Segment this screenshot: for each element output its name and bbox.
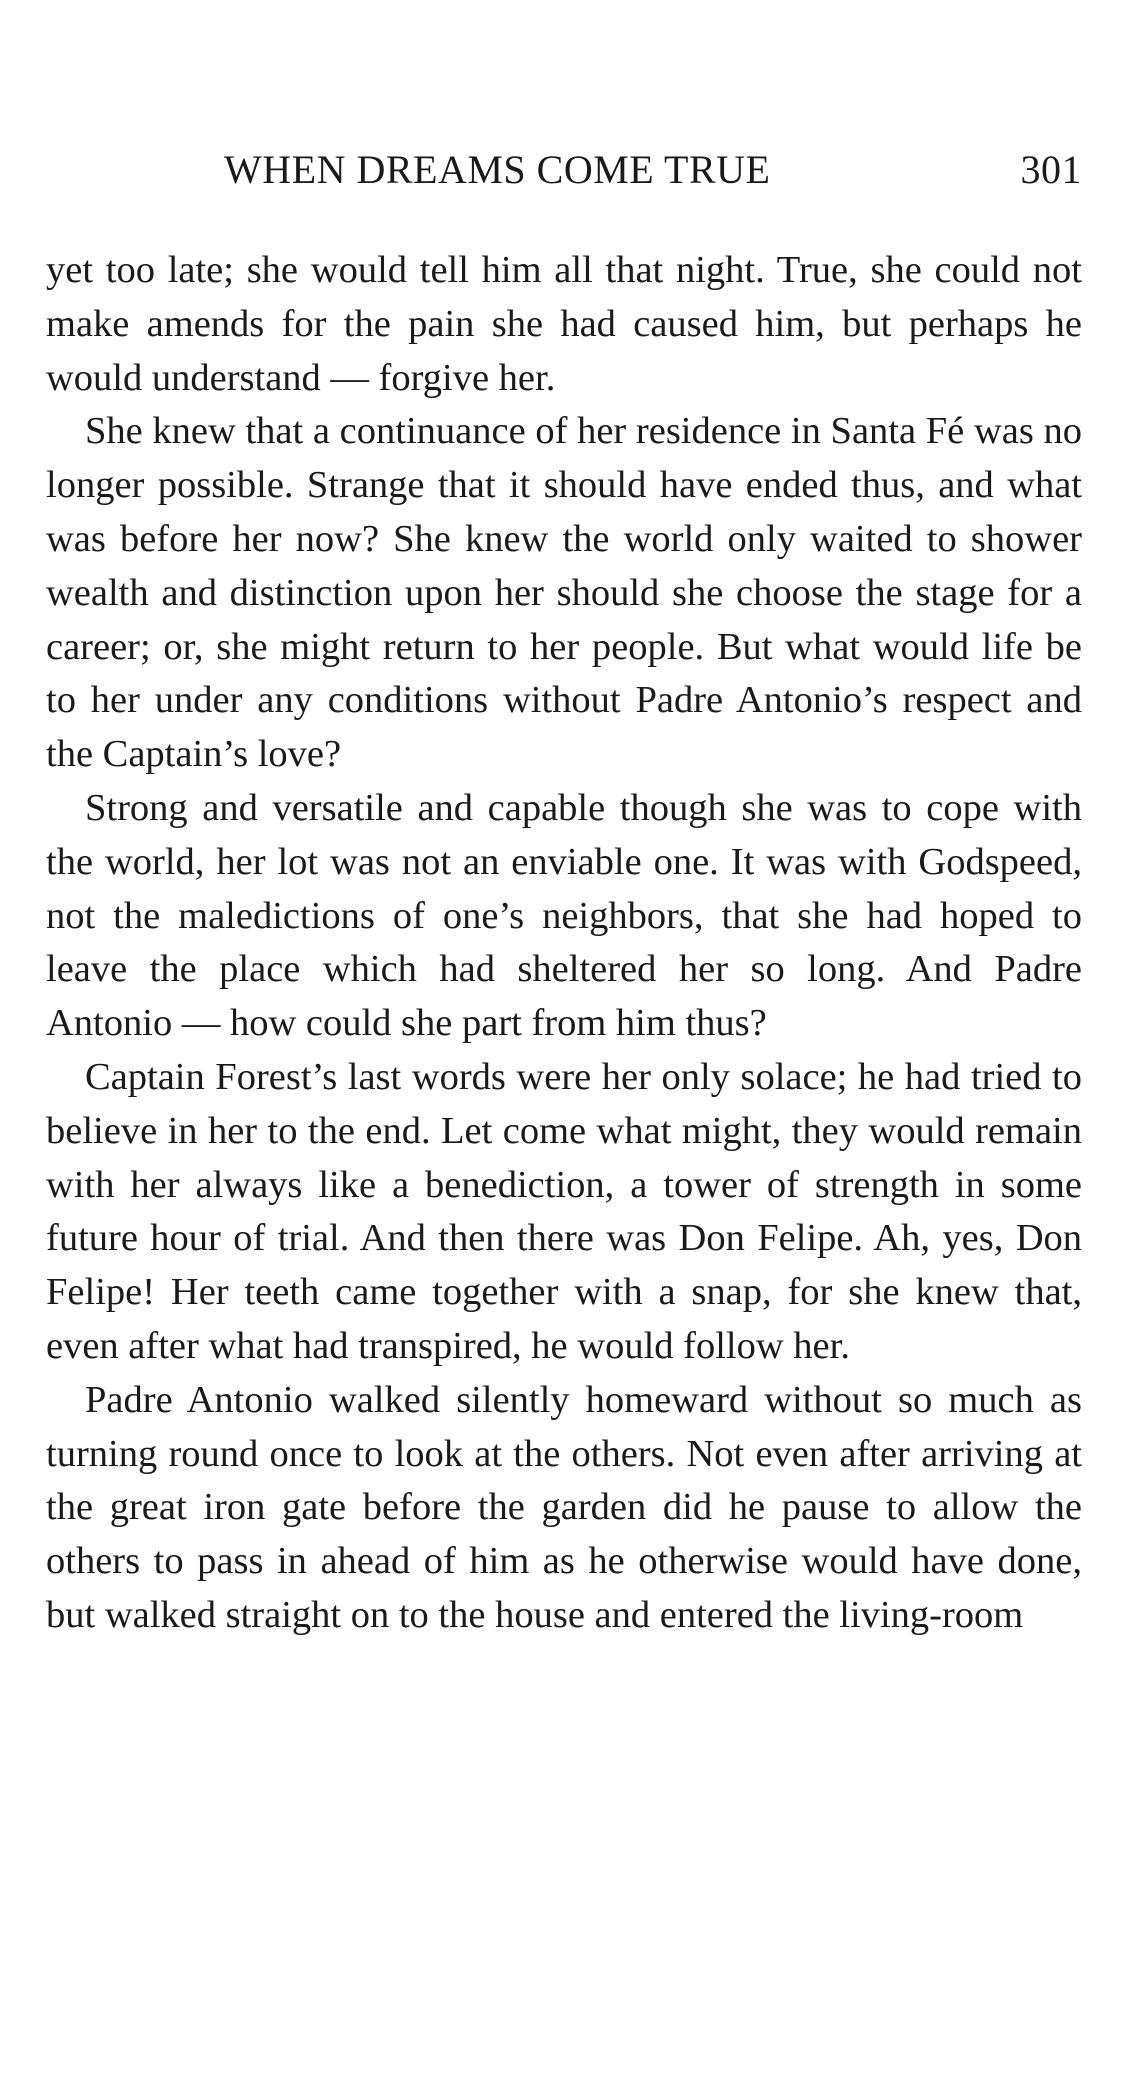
book-page (46, 0, 1082, 2092)
paragraph: Captain Forest’s last words were her only solace; he had tried to believe in her to the end. Let come what might, they would remain with her always like a benediction, a tower of strength in some future hour of trial. And then there was Don Felipe. Ah, yes, Don Felipe! Her teeth came together with a snap, for she knew that, even after what had transpired, he would follow her. (46, 1055, 1082, 1367)
paragraph: Padre Antonio walked silently homeward without so much as turning round once to look at the others. Not even after arriving at the great iron gate before the garden did he pause to allow the others to pass in ahead of him as he otherwise would have done, but walked straight on to the house and entered the living-room (46, 1378, 1082, 1636)
body-text (46, 244, 1082, 1643)
page-number: 301 (1020, 147, 1082, 192)
paragraph-continued: yet too late; she would tell him all that night. True, she could not make amends for the pain she had caused him, but perhaps he would understand — forgive her. (46, 249, 1082, 399)
paragraph: Strong and versatile and capable though she was to cope with the world, her lot was not an enviable one. It was with Godspeed, not the maledictions of one’s neighbors, that she had hoped to leave the place which had sheltered her so long. And Padre Antonio — how could she part from him thus? (46, 786, 1082, 1045)
running-title: WHEN DREAMS COME TRUE (224, 147, 771, 192)
running-head (46, 145, 1082, 195)
paragraph: She knew that a continuance of her residence in Santa Fé was no longer possible. Strange that it should have ended thus, and what was before her now? She knew the world only waited to shower wealth and distinction upon her should she choose the stage for a career; or, she might return to her people. But what would life be to her under any conditions without Padre Antonio’s respect and the Captain’s love? (46, 410, 1082, 776)
